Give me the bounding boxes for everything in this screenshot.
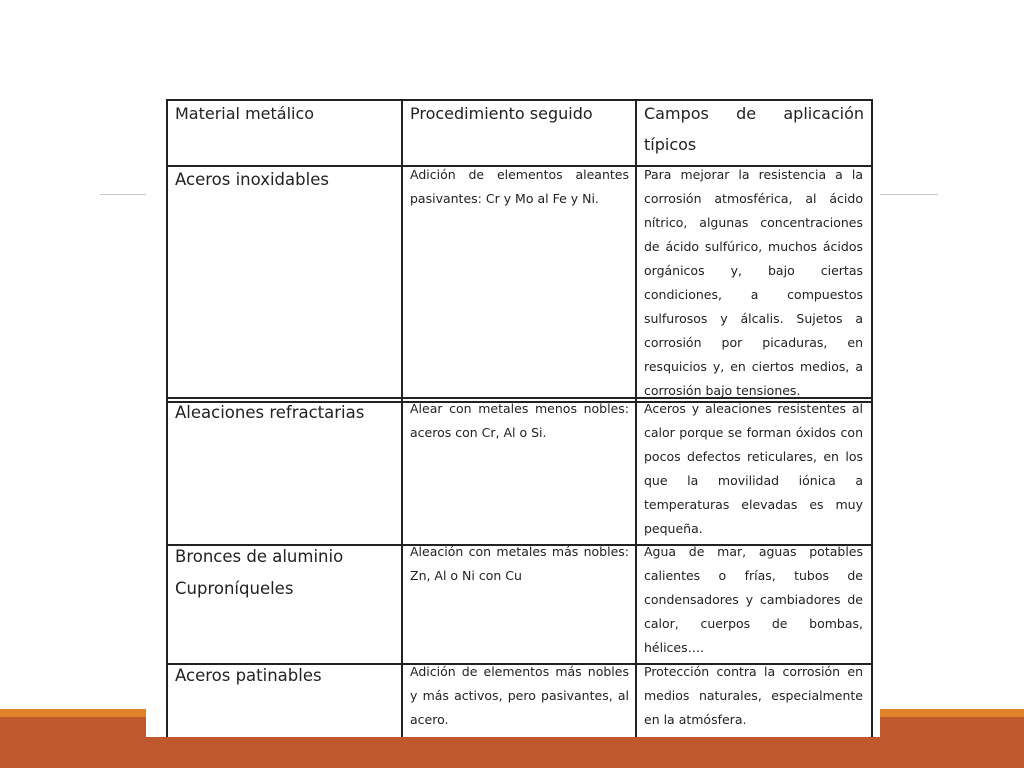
table-rule-col3	[635, 99, 637, 737]
header-campos: Campos de aplicación típicos	[644, 104, 864, 154]
materials-table	[146, 92, 880, 737]
row2-procedimiento: Alear con metales menos nobles: aceros con Cr, Al o Si.	[410, 401, 629, 440]
row3-campos: Agua de mar, aguas potables calientes o frías, tubos de condensadores y cambiadores de calor, cuerpos de bombas, hélices….	[644, 544, 863, 655]
row2-material: Aleaciones refractarias	[175, 403, 365, 422]
row4-material: Aceros patinables	[175, 666, 322, 685]
row1-campos: Para mejorar la resistencia a la corrosión atmosférica, al ácido nítrico, algunas concentraciones de ácido sulfúrico, muchos ácidos orgánicos y, bajo ciertas condiciones, a compuestos sulfurosos y álcalis. Sujetos a corrosión por picaduras, en resquicios y, en ciertos medios, a corrosión bajo tensiones.	[644, 167, 863, 398]
header-procedimiento: Procedimiento seguido	[410, 104, 593, 123]
table-rule-left	[166, 99, 168, 737]
row4-campos: Protección contra la corrosión en medios naturales, especialmente en la atmósfera.	[644, 664, 863, 727]
row1-material: Aceros inoxidables	[175, 170, 329, 189]
row1-procedimiento: Adición de elementos aleantes pasivantes: Cr y Mo al Fe y Ni.	[410, 167, 629, 206]
table-rule-right	[871, 99, 873, 737]
row3-procedimiento: Aleación con metales más nobles: Zn, Al o Ni con Cu	[410, 544, 629, 583]
row4-procedimiento: Adición de elementos más nobles y más activos, pero pasivantes, al acero.	[410, 664, 629, 727]
row2-campos: Aceros y aleaciones resistentes al calor porque se forman óxidos con pocos defectos reticulares, en los que la movilidad iónica a temperaturas elevadas es muy pequeña.	[644, 401, 863, 536]
row3-material: Bronces de aluminio Cuproníqueles	[175, 547, 344, 598]
header-material: Material metálico	[175, 104, 315, 123]
table-rule-col2	[401, 99, 403, 737]
decorative-line-left	[100, 194, 150, 195]
decorative-line-right	[880, 194, 938, 195]
